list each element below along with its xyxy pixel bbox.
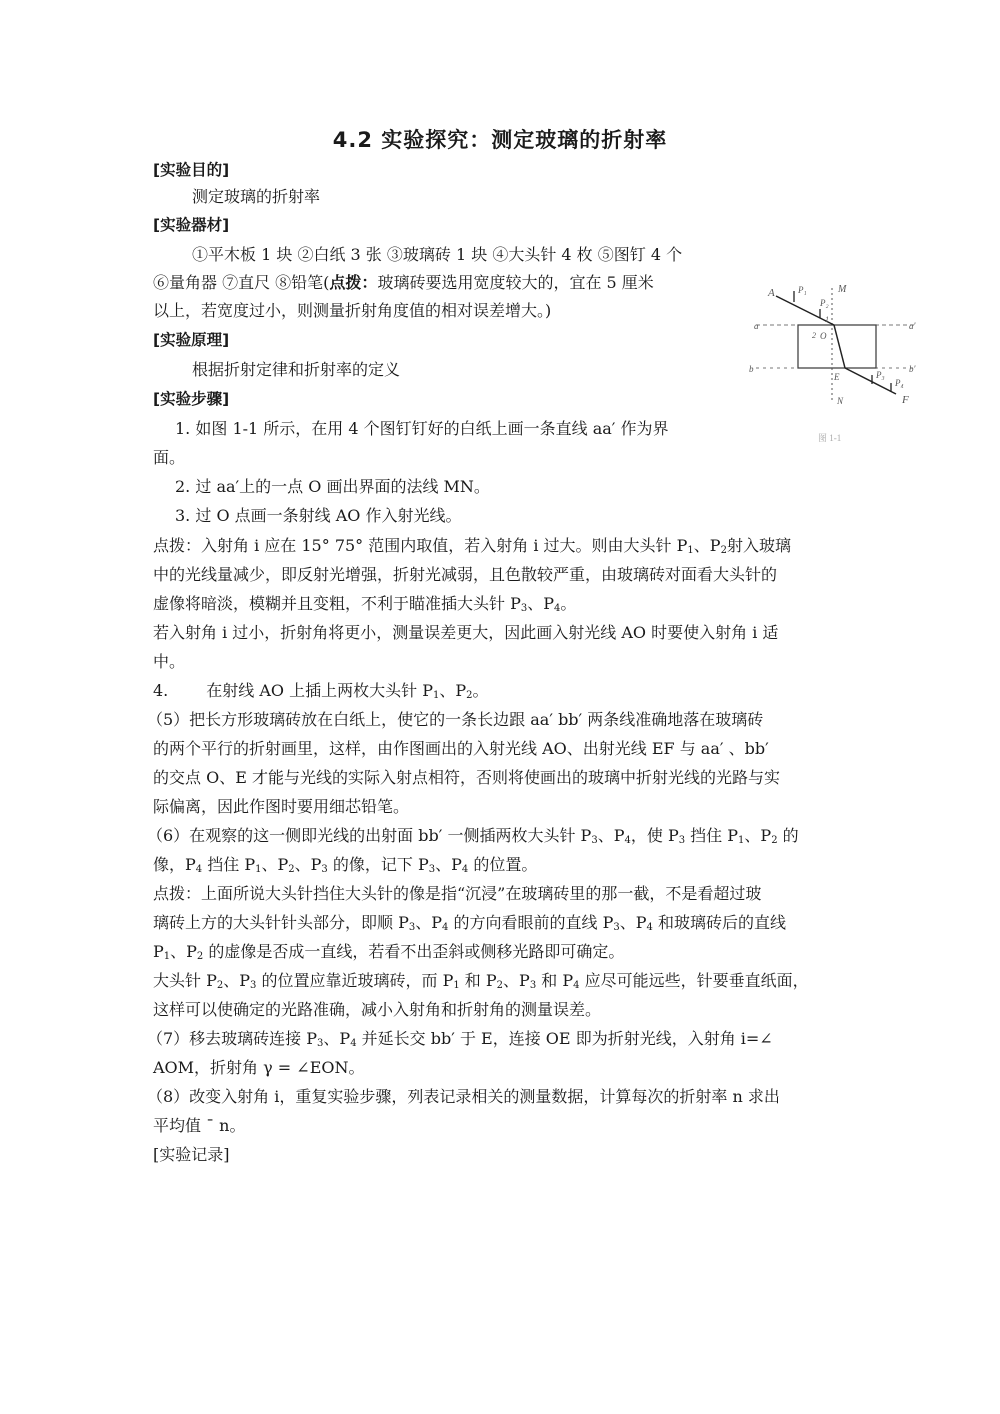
label-angle1: 1 [825, 315, 829, 324]
equipment-text: 玻璃砖要选用宽度较大的，宜在 5 厘米 [377, 273, 654, 292]
label-A: A [768, 287, 775, 299]
label-O: O [820, 331, 827, 341]
label-E: E [834, 372, 840, 382]
equipment-text: ⑥量角器 ⑦直尺 ⑧铅笔( [153, 273, 330, 292]
tip-1-line-3: 虚像将暗淡，模糊并且变粗，不利于瞄准插大头针 $P_3$、$P_4$。 [153, 594, 577, 614]
label-P2: P₂ [820, 298, 829, 308]
step-3: 3. 过 O 点画一条射线 AO 作入射光线。 [175, 506, 462, 525]
tip-2-line-2: 中。 [153, 652, 186, 671]
step-5-line-2: 的两个平行的折射画里，这样，由作图画出的入射光线 AO、出射光线 EF 与 aa′ 、bb′ [153, 739, 769, 758]
step-1-line-1: 1. 如图 1-1 所示，在用 4 个图钉钉好的白纸上画一条直线 aa′ 作为界 [175, 419, 669, 438]
equipment-line-2 [153, 273, 654, 293]
label-M: M [838, 284, 847, 295]
tip-1-line-2: 中的光线量减少，即反射光增强，折射光减弱，且色散较严重，由玻璃砖对面看大头针的 [153, 565, 778, 584]
step-5-line-4: 际偏离，因此作图时要用细芯铅笔。 [153, 797, 410, 816]
heading-steps: [实验步骤] [153, 390, 230, 408]
step-8-line-2: 平均值 ¯ n。 [153, 1116, 246, 1135]
principle-text: 根据折射定律和折射率的定义 [192, 360, 401, 379]
heading-equipment: [实验器材] [153, 216, 230, 234]
step-4: 4. 在射线 AO 上插上两枚大头针 $P_1$、$P_2$。 [153, 681, 489, 701]
label-P4: P₄ [895, 378, 904, 388]
label-P1: P₁ [798, 285, 807, 295]
label-F: F [902, 394, 909, 406]
equipment-line-3: 以上，若宽度过小，则测量折射角度值的相对误差增大。) [153, 301, 552, 320]
tip-4-line-2: 这样可以使确定的光路准确，减小入射角和折射角的测量误差。 [153, 1000, 602, 1019]
heading-principle: [实验原理] [153, 331, 230, 349]
tip-label: 点拨： [329, 273, 378, 292]
page-title: 4.2 实验探究：测定玻璃的折射率 [332, 128, 668, 152]
step-1-line-2: 面。 [153, 448, 186, 467]
step-6-line-1: （6）在观察的这一侧即光线的出射面 bb′ 一侧插两枚大头针 $P_3$、$P_4$，使 $P_3$ 挡住 $P_1$、$P_2$ 的 [147, 826, 799, 846]
heading-purpose: [实验目的] [153, 161, 230, 179]
step-5-line-1: （5）把长方形玻璃砖放在白纸上，使它的一条长边跟 aa′ bb′ 两条线准确地落在玻璃砖 [147, 710, 764, 729]
refraction-diagram [746, 278, 921, 448]
tip-3-line-1: 点拨：上面所说大头针挡住大头针的像是指“沉浸”在玻璃砖里的那一截，不是看超过玻 [153, 884, 762, 903]
tip-4-line-1: 大头针 $P_2$、$P_3$ 的位置应靠近玻璃砖，而 $P_1$ 和 $P_2$、$P_3$ 和 $P_4$ 应尽可能远些，针要垂直纸面， [153, 971, 809, 991]
step-5-line-3: 的交点 O、E 才能与光线的实际入射点相符，否则将使画出的玻璃中折射光线的光路与实 [153, 768, 780, 787]
label-a: a [754, 321, 759, 331]
purpose-text: 测定玻璃的折射率 [192, 187, 321, 206]
label-angle2: 2 [812, 331, 816, 340]
step-8-line-1: （8）改变入射角 i，重复实验步骤，列表记录相关的测量数据，计算每次的折射率 n 求出 [147, 1087, 780, 1106]
tip-1-line-1: 点拨：入射角 i 应在 15° 75° 范围内取值，若入射角 i 过大。则由大头针 $P_1$、$P_2$射入玻璃 [153, 536, 791, 556]
heading-record: [实验记录] [153, 1145, 230, 1164]
label-P3: P₃ [876, 370, 885, 380]
step-7-line-2: AOM，折射角 γ = ∠EON。 [153, 1058, 365, 1077]
label-b: b [749, 364, 754, 374]
label-b-prime: b′ [909, 364, 916, 374]
equipment-line-1: ①平木板 1 块 ②白纸 3 张 ③玻璃砖 1 块 ④大头针 4 枚 ⑤图钉 4 个 [192, 245, 683, 264]
figure-caption: 图 1-1 [818, 433, 842, 443]
tip-3-line-2: 璃砖上方的大头针针头部分，即顺 $P_3$、$P_4$ 的方向看眼前的直线 $P_3$、$P_4$ 和玻璃砖后的直线 [153, 913, 786, 933]
tip-2-line-1: 若入射角 i 过小，折射角将更小，测量误差更大，因此画入射光线 AO 时要使入射角 i 适 [153, 623, 779, 642]
step-7-line-1: （7）移去玻璃砖连接 $P_3$、$P_4$ 并延长交 bb′ 于 E，连接 OE 即为折射光线，入射角 i=∠ [147, 1029, 773, 1049]
tip-3-line-3: $P_1$、$P_2$ 的虚像是否成一直线，若看不出歪斜或侧移光路即可确定。 [153, 942, 625, 962]
step-6-line-2: 像，$P_4$ 挡住 $P_1$、$P_2$、$P_3$ 的像，记下 $P_3$、$P_4$ 的位置。 [153, 855, 538, 875]
step-number: 4. [153, 681, 169, 700]
label-N: N [837, 396, 844, 406]
step-2: 2. 过 aa′上的一点 O 画出界面的法线 MN。 [175, 477, 490, 496]
label-a-prime: a′ [909, 321, 916, 331]
